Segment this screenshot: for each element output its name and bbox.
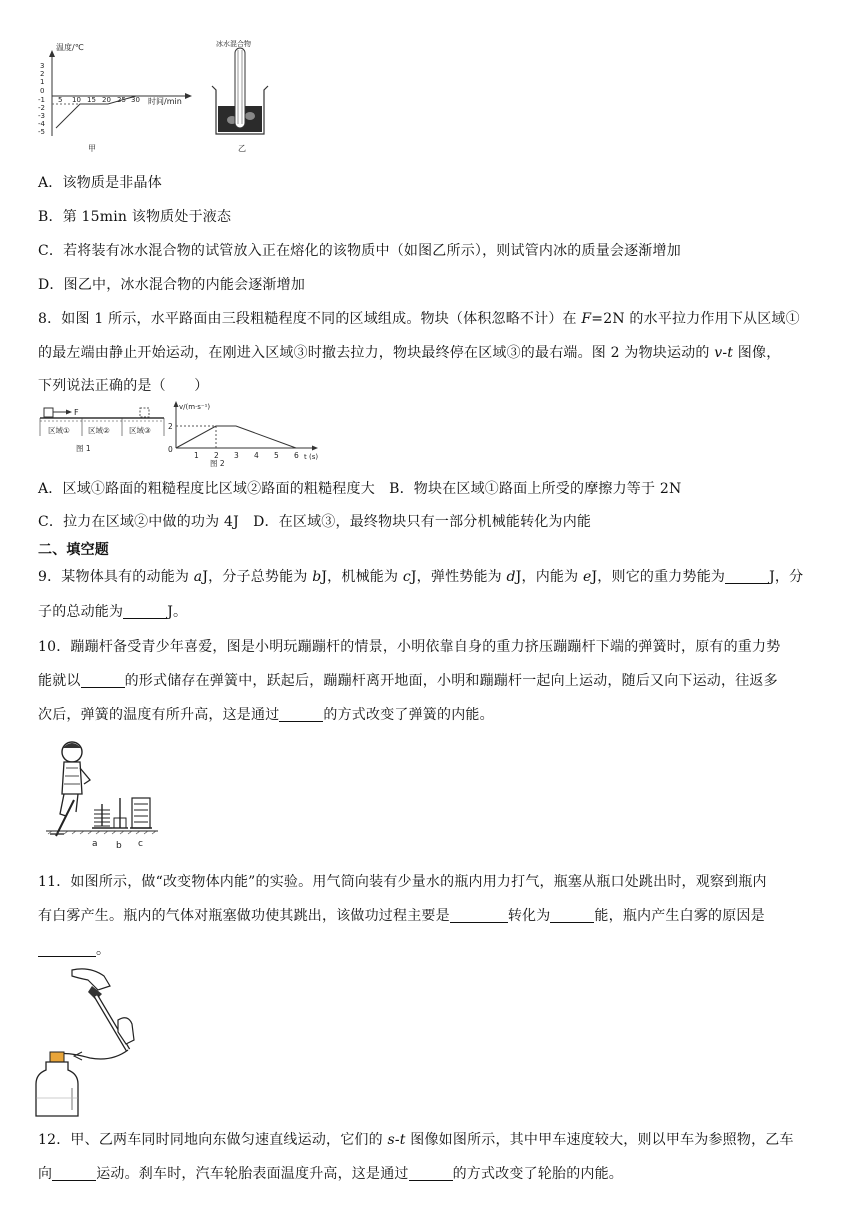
q12-line-1: 12．甲、乙两车同时同地向东做匀速直线运动，它们的 s-t 图像如图所示，其中甲车速度较大，则以甲车为参照物，乙车 xyxy=(38,1132,794,1148)
answer-blank[interactable] xyxy=(279,707,323,722)
figure-2-caption: 图 2 xyxy=(210,459,225,468)
q10-line-2: 能就以 的形式储存在弹簧中，跃起后，蹦蹦杆离开地面，小明和蹦蹦杆一起向上运动，随后又向下运动，往返多 xyxy=(38,673,778,689)
beaker-label: 冰水混合物 xyxy=(216,40,251,48)
force-label: F xyxy=(74,408,79,417)
t-axis-label: t (s) xyxy=(304,453,319,461)
y-tick: -2 xyxy=(38,104,45,112)
x-tick: 30 xyxy=(131,96,140,104)
y-tick: 3 xyxy=(40,62,45,70)
v-axis-label: v/(m·s⁻¹) xyxy=(179,403,211,411)
q8-line-1: 8．如图 1 所示，水平路面由三段粗糙程度不同的区域组成。物块（体积忽略不计）在 F=2N 的水平拉力作用下从区域① xyxy=(38,311,800,327)
x-tick: 25 xyxy=(117,96,126,104)
figure-1-caption: 图 1 xyxy=(76,444,91,453)
origin-label: 0 xyxy=(168,445,173,454)
q11-line-3: 。 xyxy=(38,939,110,959)
caption-yi: 乙 xyxy=(238,144,246,153)
label-b: b xyxy=(116,841,122,850)
figure-2-vt-graph xyxy=(168,401,318,468)
answer-blank[interactable] xyxy=(450,908,508,923)
zone-1-label: 区域① xyxy=(48,426,70,435)
t-tick: 2 xyxy=(214,451,219,460)
y-tick: 1 xyxy=(40,78,45,86)
q7-option-c: C．若将装有冰水混合物的试管放入正在熔化的该物质中（如图乙所示），则试管内冰的质量会逐渐增加 xyxy=(38,243,681,259)
y-tick: 0 xyxy=(40,87,45,95)
zone-3-label: 区域③ xyxy=(129,426,151,435)
y-tick: -5 xyxy=(38,128,45,136)
q12-line-2: 向 运动。刹车时，汽车轮胎表面温度升高，这是通过 的方式改变了轮胎的内能。 xyxy=(38,1166,624,1182)
answer-blank[interactable] xyxy=(123,604,167,619)
q9-line-1: 9．某物体具有的动能为 aJ，分子总势能为 bJ，机械能为 cJ，弹性势能为 dJ，内能为 eJ，则它的重力势能为 J，分 xyxy=(38,569,804,585)
answer-blank[interactable] xyxy=(81,673,125,688)
section-heading-fill-in: 二、填空题 xyxy=(38,542,109,558)
answer-blank[interactable] xyxy=(550,908,594,923)
q9-line-2: 子的总动能为 J。 xyxy=(38,604,188,620)
q10-line-3: 次后，弹簧的温度有所升高，这是通过 的方式改变了弹簧的内能。 xyxy=(38,707,494,723)
q7-option-b: B．第 15min 该物质处于液态 xyxy=(38,209,232,225)
graph-y-label: 温度/℃ xyxy=(56,43,84,52)
x-tick: 10 xyxy=(72,96,81,104)
y-tick: -4 xyxy=(38,120,45,128)
y-tick: 2 xyxy=(40,70,45,78)
q7-option-d: D．图乙中，冰水混合物的内能会逐渐增加 xyxy=(38,277,306,293)
x-tick: 5 xyxy=(58,96,63,104)
q10-line-1: 10．蹦蹦杆备受青少年喜爱，图是小明玩蹦蹦杆的情景，小明依靠自身的重力挤压蹦蹦杆下端的弹簧时，原有的重力势 xyxy=(38,639,781,655)
figure-1-road xyxy=(40,408,164,453)
answer-blank[interactable] xyxy=(725,569,769,584)
figure-jia-yi xyxy=(36,36,296,154)
graph-x-ticks xyxy=(58,96,140,104)
answer-blank[interactable] xyxy=(409,1166,453,1181)
q8-options-cd: C．拉力在区域②中做的功为 4J D．在区域③，最终物块只有一部分机械能转化为内能 xyxy=(38,514,592,530)
q11-line-2: 有白雾产生。瓶内的气体对瓶塞做功使其跳出，该做功过程主要是 转化为 能，瓶内产生白雾的原因是 xyxy=(38,908,765,924)
answer-blank[interactable] xyxy=(52,1166,96,1181)
t-tick: 4 xyxy=(254,451,259,460)
velocity-line xyxy=(176,426,296,448)
graph-y-ticks xyxy=(38,62,46,136)
spring-c xyxy=(130,798,152,828)
beaker-test-tube xyxy=(212,39,268,153)
caption-jia: 甲 xyxy=(88,144,96,153)
t-tick: 6 xyxy=(294,451,299,460)
graph-x-label: 时间/min xyxy=(148,97,182,106)
label-a: a xyxy=(92,839,98,849)
q8-options-ab: A．区域①路面的粗糙程度比区域②路面的粗糙程度大 B．物块在区域①路面上所受的摩擦力等于 2N xyxy=(38,481,682,497)
x-tick: 15 xyxy=(87,96,96,104)
temperature-time-graph xyxy=(38,42,192,153)
q8-line-2: 的最左端由静止开始运动，在刚进入区域③时撤去拉力，物块最终停在区域③的最右端。图 2 为物块运动的 v-t 图像， xyxy=(38,345,781,361)
zone-2-label: 区域② xyxy=(88,426,110,435)
answer-blank[interactable] xyxy=(38,942,96,957)
spring-b xyxy=(112,798,128,828)
x-tick: 20 xyxy=(102,96,111,104)
pogo-stick-figure xyxy=(46,738,166,850)
v-tick-2: 2 xyxy=(168,422,173,431)
q8-line-3: 下列说法正确的是（ ） xyxy=(38,378,209,394)
q11-line-1: 11．如图所示，做“改变物体内能”的实验。用气筒向装有少量水的瓶内用力打气，瓶塞从瓶口处跳出时，观察到瓶内 xyxy=(38,874,767,890)
q7-option-a: A．该物质是非晶体 xyxy=(38,175,162,191)
block xyxy=(44,408,53,417)
pump-bottle-figure xyxy=(32,966,142,1120)
t-tick: 5 xyxy=(274,451,279,460)
t-tick: 1 xyxy=(194,451,199,460)
spring-a xyxy=(92,804,112,828)
q8-figures xyxy=(38,400,338,468)
y-tick: -3 xyxy=(38,112,45,120)
t-tick: 3 xyxy=(234,451,239,460)
y-tick: -1 xyxy=(38,96,45,104)
label-c: c xyxy=(138,839,143,849)
